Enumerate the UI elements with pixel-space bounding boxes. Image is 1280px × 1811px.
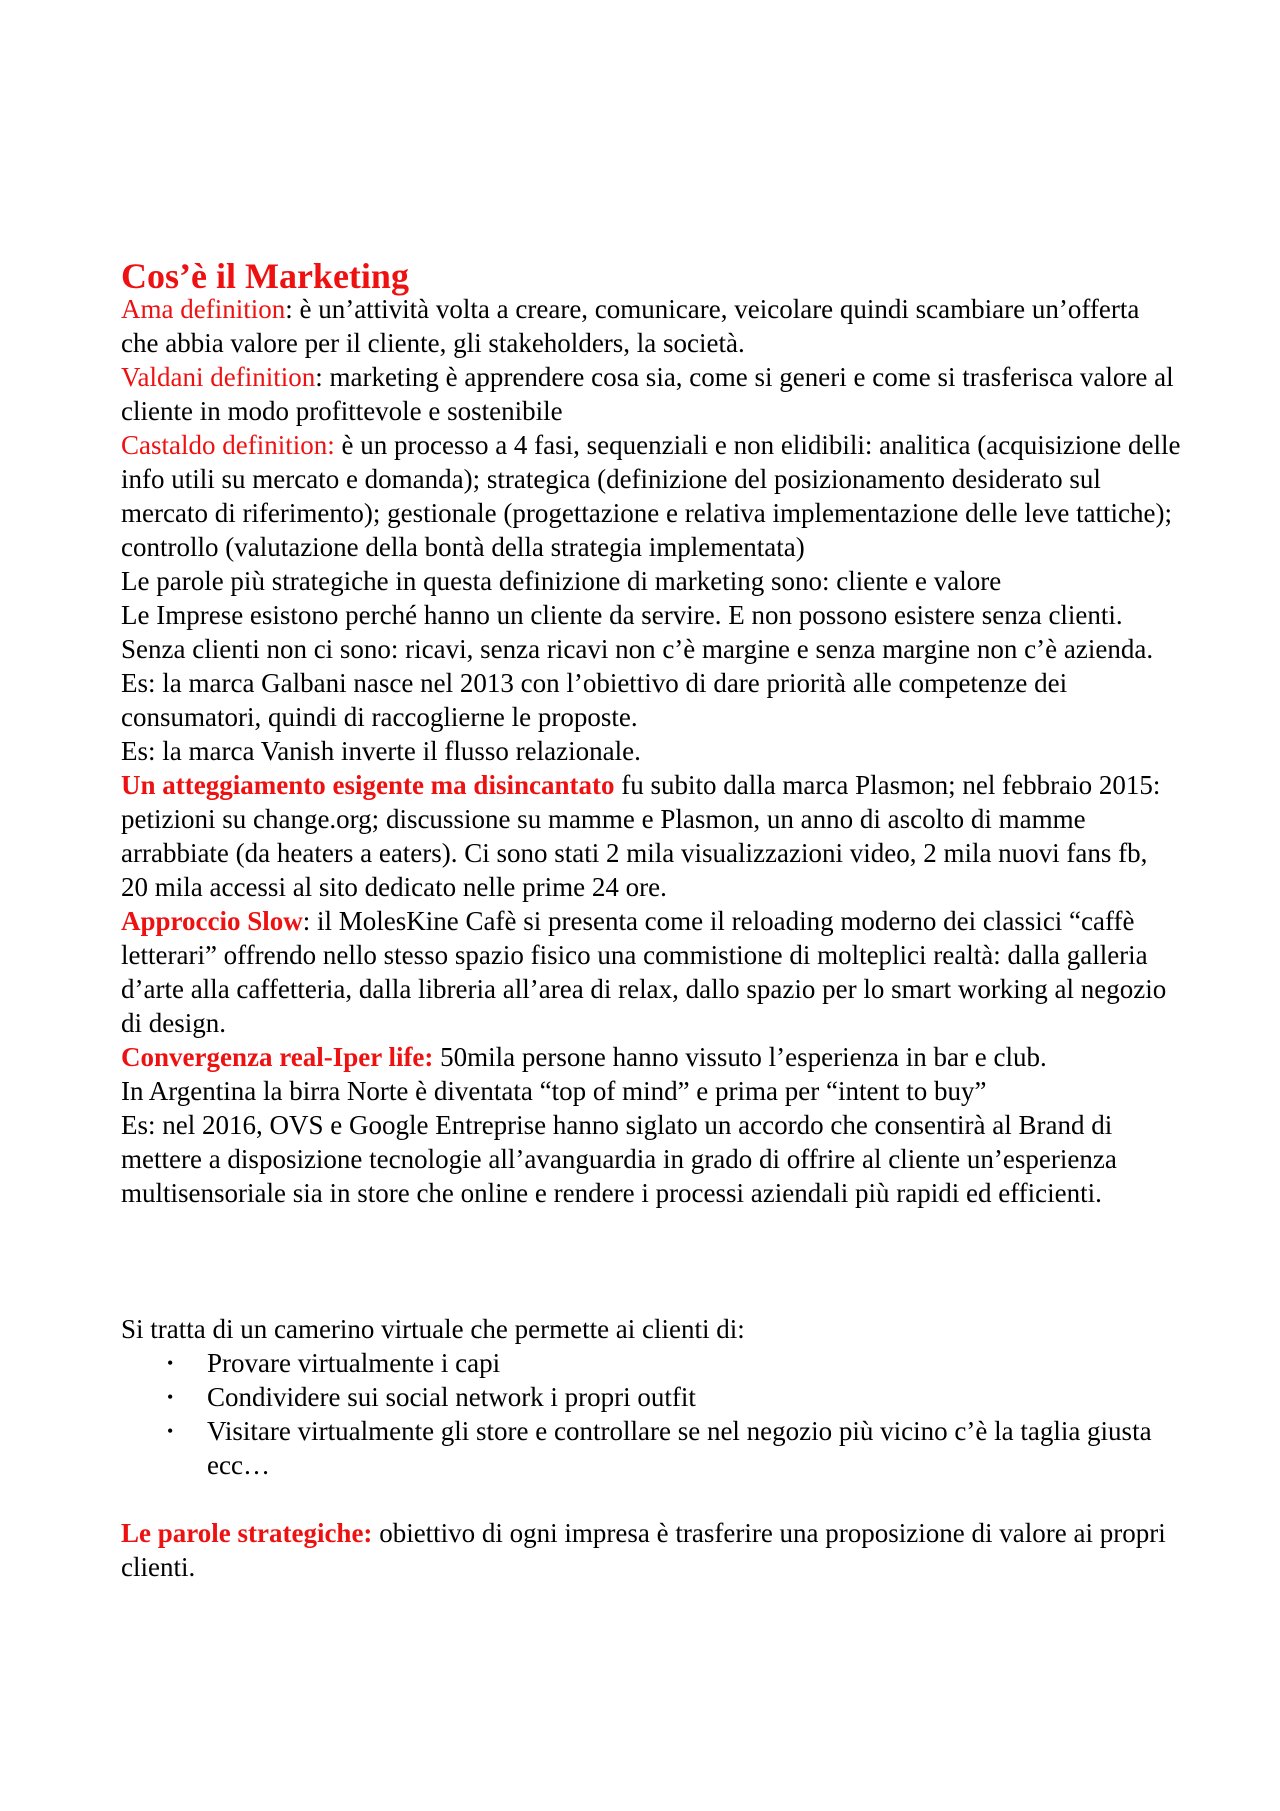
bullet-icon: • [167, 1387, 174, 1407]
companies-paragraph: Le Imprese esistono perché hanno un cliente da servire. E non possono esistere senza clienti. Senza clienti non ci sono: ricavi, senza ricavi non c’è margine e senza margine non c’è azienda. [121, 600, 1154, 664]
conclusion-label: Le parole strategiche: [121, 1518, 373, 1548]
argentina-paragraph: In Argentina la birra Norte è diventata “top of mind” e prima per “intent to buy” [121, 1076, 987, 1106]
ama-definition-label: Ama definition [121, 294, 286, 324]
conclusion-text: obiettivo di ogni impresa è trasferire una proposizione di valore ai propri clienti. [121, 1518, 1166, 1582]
valdani-definition [121, 360, 1181, 428]
convergenza-text: 50mila persone hanno vissuto l’esperienza in bar e club. [433, 1042, 1047, 1072]
convergenza-label: Convergenza real-Iper life: [121, 1042, 434, 1072]
list-item [121, 1380, 1181, 1414]
bullet-icon: • [167, 1353, 174, 1373]
slow-section [121, 904, 1181, 1040]
convergenza-section [121, 1040, 1181, 1074]
castaldo-definition-label: Castaldo definition: [121, 430, 335, 460]
list-item-text: Condividere sui social network i propri outfit [207, 1382, 696, 1412]
slow-text: : il MolesKine Cafè si presenta come il reloading moderno dei classici “caffè letterari” offrendo nello stesso spazio fisico una commistione di molteplici realtà: dalla galleria d’arte alla caffetteria, dalla libreria all’area di relax, dallo spazio per lo smart working al negozio di design. [121, 906, 1167, 1038]
atteggiamento-text: fu subito dalla marca Plasmon; nel febbraio 2015: petizioni su change.org; discussione su mamme e Plasmon, un anno di ascolto di mamme arrabbiate (da heaters a eaters). Ci sono stati 2 mila visualizzazioni video, 2 mila nuovi fans fb, 20 mila accessi al sito dedicato nelle prime 24 ore. [121, 770, 1161, 902]
castaldo-definition [121, 428, 1181, 564]
ama-definition-text: : è un’attività volta a creare, comunicare, veicolare quindi scambiare un’offerta che abbia valore per il cliente, gli stakeholders, la società. [121, 294, 1140, 358]
atteggiamento-section [121, 768, 1181, 904]
list-item-text: Visitare virtualmente gli store e controllare se nel negozio più vicino c’è la taglia giusta ecc… [207, 1416, 1152, 1480]
blank-space [121, 1482, 1181, 1516]
camerino-list [121, 1346, 1181, 1482]
vanish-example: Es: la marca Vanish inverte il flusso relazionale. [121, 736, 641, 766]
slow-label: Approccio Slow [121, 906, 303, 936]
list-item-text: Provare virtualmente i capi [207, 1348, 501, 1378]
list-item [121, 1414, 1181, 1482]
castaldo-definition-text: è un processo a 4 fasi, sequenziali e non elidibili: analitica (acquisizione delle info utili su mercato e domanda); strategica (definizione del posizionamento desiderato sul mercato di riferimento); gestionale (progettazione e relativa implementazione delle leve tattiche); controllo (valutazione della bontà della strategia implementata) [121, 430, 1181, 562]
ovs-example: Es: nel 2016, OVS e Google Entreprise hanno siglato un accordo che consentirà al Brand di mettere a disposizione tecnologie all’avanguardia in grado di offrire al cliente un’esperienza multisensoriale sia in store che online e rendere i processi aziendali più rapidi ed efficienti. [121, 1110, 1117, 1208]
galbani-example: Es: la marca Galbani nasce nel 2013 con l’obiettivo di dare priorità alle competenze dei consumatori, quindi di raccoglierne le proposte. [121, 668, 1068, 732]
bullet-icon: • [167, 1421, 174, 1441]
blank-space [121, 1210, 1181, 1312]
page-title: Cos’è il Marketing [121, 256, 409, 296]
camerino-intro: Si tratta di un camerino virtuale che permette ai clienti di: [121, 1314, 745, 1344]
ama-definition [121, 292, 1181, 360]
atteggiamento-label: Un atteggiamento esigente ma disincantato [121, 770, 615, 800]
strategic-words-paragraph: Le parole più strategiche in questa definizione di marketing sono: cliente e valore [121, 566, 1002, 596]
list-item [121, 1346, 1181, 1380]
conclusion-paragraph [121, 1516, 1181, 1584]
document-page [121, 254, 1181, 1584]
valdani-definition-text: : marketing è apprendere cosa sia, come si generi e come si trasferisca valore al cliente in modo profittevole e sostenibile [121, 362, 1174, 426]
valdani-definition-label: Valdani definition [121, 362, 316, 392]
